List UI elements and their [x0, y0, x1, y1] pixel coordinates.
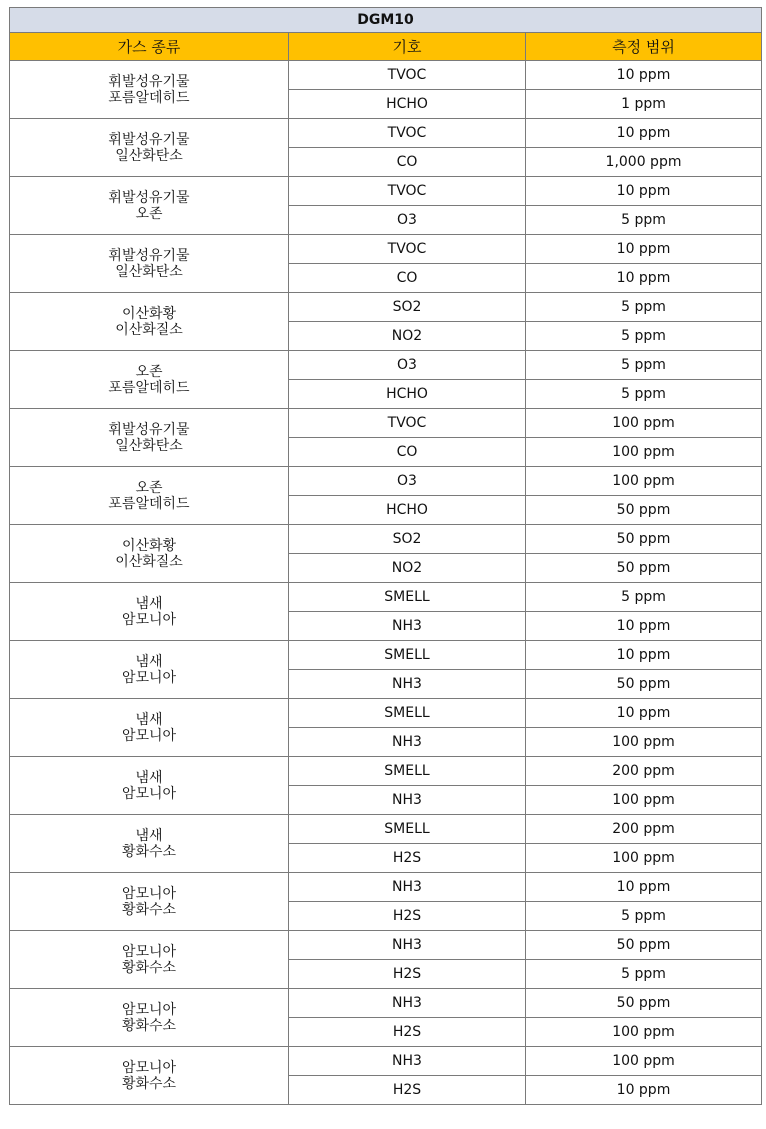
gas-type-name: 이산화질소 [115, 321, 183, 338]
table-row [10, 815, 762, 844]
range-cell: 10 ppm [526, 1076, 762, 1105]
symbol-cell: O3 [289, 467, 526, 496]
range-cell: 5 ppm [526, 960, 762, 989]
table-row [10, 525, 762, 554]
range-cell: 10 ppm [526, 264, 762, 293]
symbol-cell: SO2 [289, 525, 526, 554]
symbol-cell: NO2 [289, 554, 526, 583]
gas-type-cell [10, 815, 289, 873]
gas-type-name: 포름알데히드 [108, 379, 190, 396]
symbol-cell: H2S [289, 844, 526, 873]
symbol-cell: NH3 [289, 1047, 526, 1076]
gas-type-name: 암모니아 [121, 1001, 177, 1018]
table-row [10, 293, 762, 322]
table-row [10, 931, 762, 960]
range-cell: 5 ppm [526, 206, 762, 235]
gas-type-name: 냄새 [135, 769, 163, 786]
gas-type-name: 휘발성유기물 [108, 421, 190, 438]
gas-type-cell [10, 641, 289, 699]
gas-type-name: 포름알데히드 [108, 495, 190, 512]
gas-type-cell [10, 525, 289, 583]
gas-type-name: 오존 [135, 363, 163, 380]
range-cell: 100 ppm [526, 786, 762, 815]
gas-type-name: 황화수소 [121, 901, 177, 918]
range-cell: 10 ppm [526, 119, 762, 148]
symbol-cell: NH3 [289, 728, 526, 757]
gas-type-cell [10, 989, 289, 1047]
gas-type-name: 일산화탄소 [115, 147, 183, 164]
table-row [10, 177, 762, 206]
gas-type-name: 암모니아 [121, 1059, 177, 1076]
symbol-cell: CO [289, 264, 526, 293]
gas-type-name: 암모니아 [121, 727, 177, 744]
symbol-cell: SMELL [289, 641, 526, 670]
gas-type-name: 암모니아 [121, 785, 177, 802]
range-cell: 10 ppm [526, 641, 762, 670]
range-cell: 100 ppm [526, 844, 762, 873]
symbol-cell: NH3 [289, 989, 526, 1018]
gas-type-name: 암모니아 [121, 611, 177, 628]
gas-type-name: 이산화황 [121, 305, 177, 322]
range-cell: 100 ppm [526, 467, 762, 496]
header-gas-type: 가스 종류 [10, 33, 289, 61]
gas-type-cell [10, 177, 289, 235]
gas-type-cell [10, 1047, 289, 1105]
gas-range-table [9, 7, 762, 1105]
symbol-cell: NH3 [289, 873, 526, 902]
table-row [10, 989, 762, 1018]
table-row [10, 351, 762, 380]
symbol-cell: HCHO [289, 380, 526, 409]
table-title-row [10, 8, 762, 33]
symbol-cell: H2S [289, 902, 526, 931]
range-cell: 10 ppm [526, 61, 762, 90]
table-row [10, 235, 762, 264]
range-cell: 5 ppm [526, 351, 762, 380]
symbol-cell: HCHO [289, 496, 526, 525]
symbol-cell: H2S [289, 1018, 526, 1047]
gas-type-cell [10, 757, 289, 815]
gas-type-name: 휘발성유기물 [108, 247, 190, 264]
gas-type-name: 이산화질소 [115, 553, 183, 570]
range-cell: 10 ppm [526, 235, 762, 264]
range-cell: 10 ppm [526, 177, 762, 206]
header-symbol: 기호 [289, 33, 526, 61]
range-cell: 50 ppm [526, 554, 762, 583]
gas-type-cell [10, 293, 289, 351]
table-row [10, 409, 762, 438]
table-body [10, 61, 762, 1105]
range-cell: 10 ppm [526, 873, 762, 902]
gas-type-name: 냄새 [135, 653, 163, 670]
table-row [10, 873, 762, 902]
range-cell: 100 ppm [526, 728, 762, 757]
range-cell: 5 ppm [526, 322, 762, 351]
table-row [10, 699, 762, 728]
gas-type-cell [10, 119, 289, 177]
symbol-cell: O3 [289, 351, 526, 380]
symbol-cell: NH3 [289, 931, 526, 960]
table-row [10, 641, 762, 670]
symbol-cell: H2S [289, 1076, 526, 1105]
header-range: 측정 범위 [526, 33, 762, 61]
symbol-cell: H2S [289, 960, 526, 989]
table-row [10, 583, 762, 612]
gas-type-cell [10, 61, 289, 119]
gas-type-name: 냄새 [135, 595, 163, 612]
symbol-cell: SMELL [289, 757, 526, 786]
gas-type-cell [10, 351, 289, 409]
gas-type-name: 냄새 [135, 711, 163, 728]
table-row [10, 757, 762, 786]
symbol-cell: TVOC [289, 177, 526, 206]
table-title: DGM10 [10, 8, 762, 33]
range-cell: 100 ppm [526, 1018, 762, 1047]
symbol-cell: SMELL [289, 583, 526, 612]
symbol-cell: NH3 [289, 670, 526, 699]
symbol-cell: O3 [289, 206, 526, 235]
gas-type-name: 황화수소 [121, 959, 177, 976]
range-cell: 50 ppm [526, 525, 762, 554]
gas-type-cell [10, 583, 289, 641]
symbol-cell: SMELL [289, 815, 526, 844]
gas-type-cell [10, 873, 289, 931]
gas-type-name: 오존 [135, 205, 163, 222]
range-cell: 200 ppm [526, 757, 762, 786]
gas-type-name: 일산화탄소 [115, 437, 183, 454]
symbol-cell: CO [289, 148, 526, 177]
symbol-cell: TVOC [289, 119, 526, 148]
range-cell: 100 ppm [526, 1047, 762, 1076]
symbol-cell: NO2 [289, 322, 526, 351]
symbol-cell: TVOC [289, 235, 526, 264]
gas-type-cell [10, 931, 289, 989]
range-cell: 50 ppm [526, 496, 762, 525]
symbol-cell: SMELL [289, 699, 526, 728]
range-cell: 10 ppm [526, 612, 762, 641]
symbol-cell: NH3 [289, 786, 526, 815]
range-cell: 5 ppm [526, 380, 762, 409]
symbol-cell: TVOC [289, 409, 526, 438]
symbol-cell: HCHO [289, 90, 526, 119]
gas-type-name: 황화수소 [121, 1017, 177, 1034]
gas-type-name: 이산화황 [121, 537, 177, 554]
symbol-cell: NH3 [289, 612, 526, 641]
symbol-cell: CO [289, 438, 526, 467]
gas-type-name: 일산화탄소 [115, 263, 183, 280]
gas-type-name: 황화수소 [121, 843, 177, 860]
symbol-cell: TVOC [289, 61, 526, 90]
range-cell: 5 ppm [526, 902, 762, 931]
gas-type-name: 암모니아 [121, 885, 177, 902]
table-row [10, 1047, 762, 1076]
gas-type-cell [10, 235, 289, 293]
symbol-cell: SO2 [289, 293, 526, 322]
table-row [10, 119, 762, 148]
gas-type-name: 냄새 [135, 827, 163, 844]
table-row [10, 467, 762, 496]
gas-type-cell [10, 467, 289, 525]
gas-type-name: 포름알데히드 [108, 89, 190, 106]
table-row [10, 61, 762, 90]
gas-type-name: 휘발성유기물 [108, 189, 190, 206]
gas-type-name: 암모니아 [121, 943, 177, 960]
range-cell: 200 ppm [526, 815, 762, 844]
table-header-row [10, 33, 762, 61]
range-cell: 5 ppm [526, 583, 762, 612]
range-cell: 10 ppm [526, 699, 762, 728]
range-cell: 1,000 ppm [526, 148, 762, 177]
gas-type-cell [10, 699, 289, 757]
range-cell: 50 ppm [526, 931, 762, 960]
gas-type-name: 휘발성유기물 [108, 73, 190, 90]
range-cell: 100 ppm [526, 409, 762, 438]
gas-type-name: 황화수소 [121, 1075, 177, 1092]
range-cell: 5 ppm [526, 293, 762, 322]
range-cell: 50 ppm [526, 670, 762, 699]
range-cell: 100 ppm [526, 438, 762, 467]
gas-type-name: 휘발성유기물 [108, 131, 190, 148]
range-cell: 50 ppm [526, 989, 762, 1018]
range-cell: 1 ppm [526, 90, 762, 119]
gas-type-cell [10, 409, 289, 467]
gas-type-name: 오존 [135, 479, 163, 496]
gas-type-name: 암모니아 [121, 669, 177, 686]
